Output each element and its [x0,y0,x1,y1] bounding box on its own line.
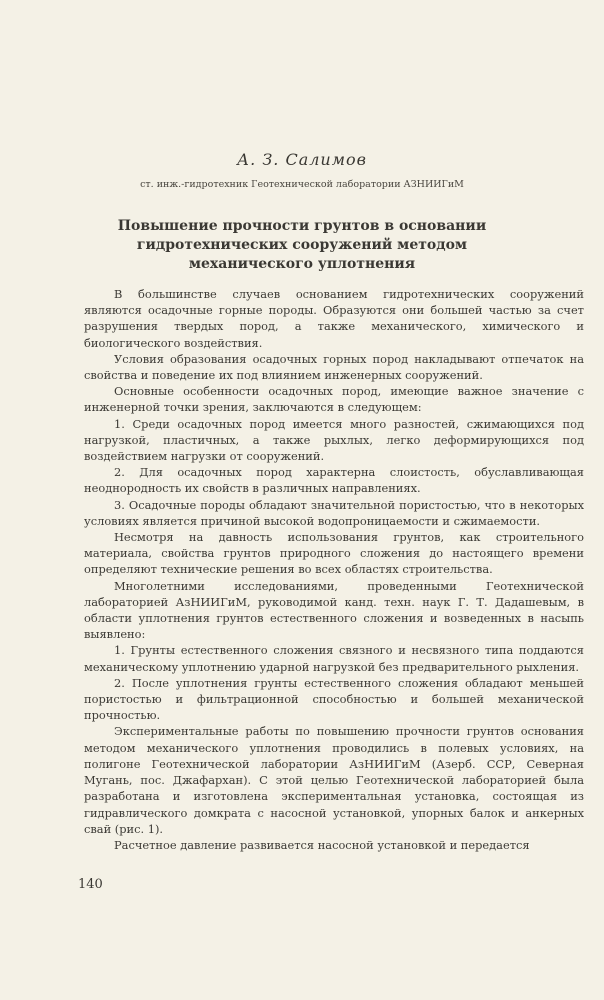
paragraph: 1. Грунты естественного сложения связного и несвязного типа поддаются механическому уплотнению ударной нагрузкой без предварительного рыхления. [84,643,584,674]
page-number: 140 [78,877,103,892]
paragraph: В большинстве случаев основанием гидротехнических сооружений являются осадочные горные породы. Образуются они большей частью за счет разрушения твердых пород, а также механического, химического и биологического воздействия. [84,287,584,350]
author-name: А. З. Салимов [237,150,367,169]
title-line: механического уплотнения [188,256,416,272]
article-title [90,217,514,274]
paragraph: 1. Среди осадочных пород имеется много разностей, сжимающихся под нагрузкой, пластичных, а также рыхлых, легко деформирующихся под воздействием нагрузки от сооружений. [84,416,584,464]
paragraph: Расчетное давление развивается насосной установкой и передается [114,837,530,852]
paragraph: 3. Осадочные породы обладают значительной пористостью, что в некоторых условиях является причиной высокой водопроницаемости и сжимаемости. [84,497,584,528]
article-body [84,286,584,853]
paragraph: Несмотря на давность использования грунтов, как строительного материала, свойства грунтов природного сложения до настоящего времени определяют технические решения во всех областях строительства. [84,530,584,577]
paragraph: 2. После уплотнения грунты естественного сложения обладают меньшей пористостью и фильтрационной способностью и большей механической прочностью. [84,675,584,723]
paragraph: Многолетними исследованиями, проведенными Геотехнической лабораторией АзНИИГиМ, руководимой канд. техн. наук Г. Т. Дадашевым, в области уплотнения грунтов естественного сложения и возведенных в насыпь выявлено: [84,578,584,642]
title-line: гидротехнических сооружений методом [136,237,468,253]
paragraph: Основные особенности осадочных пород, имеющие важное значение с инженерной точки зрения, заключаются в следующем: [84,384,584,415]
paragraph: Условия образования осадочных горных пород накладывают отпечаток на свойства и поведение их под влиянием инженерных сооружений. [84,351,584,383]
paragraph: Экспериментальные работы по повышению прочности грунтов основания методом механического уплотнения проводились в полевых условиях, на полигоне Геотехнической лаборатории АзНИИГиМ (Азерб. ССР, Северная Мугань, пос. Джафархан). С этой целью Геотехнической лабораторией была разработана и изготовлена экспериментальная установка, состоящая из гидравлического домкрата с насосной установкой, упорных балок и анкерных свай (рис. 1). [84,724,584,836]
paragraph: 2. Для осадочных пород характерна слоистость, обуславливающая неоднородность их свойств в различных направлениях. [84,465,584,496]
author-affiliation: ст. инж.-гидротехник Геотехнической лаборатории АЗНИИГиМ [140,179,464,190]
title-line: Повышение прочности грунтов в основании [117,218,487,234]
